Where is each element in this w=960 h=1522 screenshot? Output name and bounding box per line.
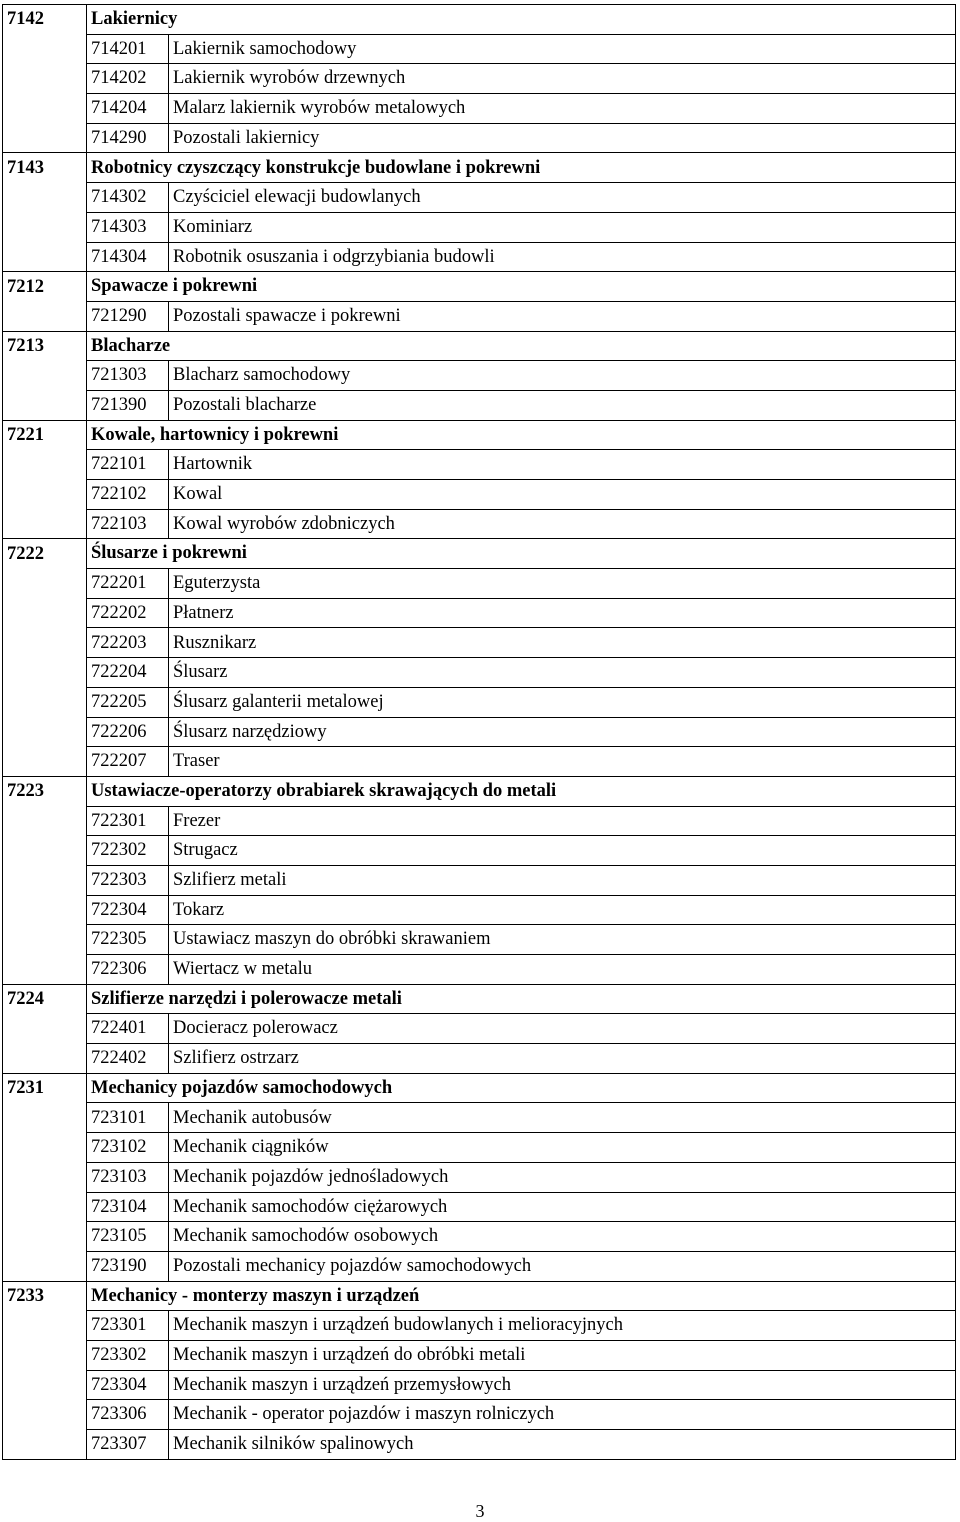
group-spacer-cell bbox=[3, 301, 87, 331]
group-row bbox=[3, 272, 956, 302]
occupation-row bbox=[3, 361, 956, 391]
occupation-code: 714201 bbox=[87, 34, 169, 64]
group-spacer-cell bbox=[3, 747, 87, 777]
occupation-row bbox=[3, 1400, 956, 1430]
occupation-code: 722401 bbox=[87, 1014, 169, 1044]
occupation-code: 723101 bbox=[87, 1103, 169, 1133]
occupation-code: 723102 bbox=[87, 1133, 169, 1163]
occupation-name: Mechanik maszyn i urządzeń do obróbki metali bbox=[169, 1340, 956, 1370]
occupation-name: Lakiernik wyrobów drzewnych bbox=[169, 64, 956, 94]
occupation-code: 723304 bbox=[87, 1370, 169, 1400]
occupation-name: Mechanik maszyn i urządzeń budowlanych i melioracyjnych bbox=[169, 1311, 956, 1341]
group-spacer-cell bbox=[3, 687, 87, 717]
group-spacer-cell bbox=[3, 94, 87, 124]
occupation-row bbox=[3, 390, 956, 420]
occupation-row bbox=[3, 717, 956, 747]
group-spacer-cell bbox=[3, 34, 87, 64]
occupation-code: 714290 bbox=[87, 123, 169, 153]
occupation-table bbox=[2, 4, 956, 1460]
occupation-name: Mechanik - operator pojazdów i maszyn rolniczych bbox=[169, 1400, 956, 1430]
group-spacer-cell bbox=[3, 64, 87, 94]
occupation-code: 722101 bbox=[87, 450, 169, 480]
group-code: 7142 bbox=[3, 5, 87, 35]
occupation-row bbox=[3, 1014, 956, 1044]
occupation-row bbox=[3, 1192, 956, 1222]
occupation-code: 722301 bbox=[87, 806, 169, 836]
occupation-name: Robotnik osuszania i odgrzybiania budowli bbox=[169, 242, 956, 272]
group-title: Ślusarze i pokrewni bbox=[87, 539, 956, 569]
group-spacer-cell bbox=[3, 717, 87, 747]
occupation-row bbox=[3, 450, 956, 480]
group-code: 7233 bbox=[3, 1281, 87, 1311]
occupation-row bbox=[3, 1103, 956, 1133]
group-title: Lakiernicy bbox=[87, 5, 956, 35]
occupation-code: 723105 bbox=[87, 1222, 169, 1252]
occupation-name: Pozostali blacharze bbox=[169, 390, 956, 420]
occupation-row bbox=[3, 1370, 956, 1400]
occupation-code: 722302 bbox=[87, 836, 169, 866]
occupation-name: Ustawiacz maszyn do obróbki skrawaniem bbox=[169, 925, 956, 955]
group-spacer-cell bbox=[3, 1162, 87, 1192]
occupation-row bbox=[3, 1311, 956, 1341]
group-row bbox=[3, 539, 956, 569]
occupation-code: 714202 bbox=[87, 64, 169, 94]
group-row bbox=[3, 331, 956, 361]
occupation-name: Traser bbox=[169, 747, 956, 777]
group-spacer-cell bbox=[3, 865, 87, 895]
occupation-row bbox=[3, 1044, 956, 1074]
occupation-code: 714302 bbox=[87, 183, 169, 213]
occupation-row bbox=[3, 34, 956, 64]
occupation-code: 714204 bbox=[87, 94, 169, 124]
group-row bbox=[3, 1281, 956, 1311]
occupation-name: Mechanik pojazdów jednośladowych bbox=[169, 1162, 956, 1192]
occupation-name: Mechanik samochodów ciężarowych bbox=[169, 1192, 956, 1222]
occupation-name: Mechanik autobusów bbox=[169, 1103, 956, 1133]
occupation-row bbox=[3, 658, 956, 688]
group-title: Mechanicy pojazdów samochodowych bbox=[87, 1073, 956, 1103]
group-title: Robotnicy czyszczący konstrukcje budowlane i pokrewni bbox=[87, 153, 956, 183]
occupation-row bbox=[3, 183, 956, 213]
group-code: 7212 bbox=[3, 272, 87, 302]
group-spacer-cell bbox=[3, 509, 87, 539]
occupation-row bbox=[3, 1340, 956, 1370]
occupation-code: 722402 bbox=[87, 1044, 169, 1074]
occupation-name: Pozostali mechanicy pojazdów samochodowych bbox=[169, 1251, 956, 1281]
occupation-row bbox=[3, 598, 956, 628]
occupation-row bbox=[3, 1222, 956, 1252]
occupation-code: 722202 bbox=[87, 598, 169, 628]
occupation-code: 714303 bbox=[87, 212, 169, 242]
group-spacer-cell bbox=[3, 1370, 87, 1400]
occupation-name: Kominiarz bbox=[169, 212, 956, 242]
occupation-code: 721390 bbox=[87, 390, 169, 420]
occupation-code: 722203 bbox=[87, 628, 169, 658]
group-spacer-cell bbox=[3, 598, 87, 628]
group-spacer-cell bbox=[3, 1222, 87, 1252]
occupation-code: 723104 bbox=[87, 1192, 169, 1222]
occupation-name: Docieracz polerowacz bbox=[169, 1014, 956, 1044]
group-title: Ustawiacze-operatorzy obrabiarek skrawających do metali bbox=[87, 776, 956, 806]
occupation-name: Wiertacz w metalu bbox=[169, 955, 956, 985]
occupation-name: Tokarz bbox=[169, 895, 956, 925]
occupation-row bbox=[3, 806, 956, 836]
occupation-code: 723103 bbox=[87, 1162, 169, 1192]
occupation-code: 723302 bbox=[87, 1340, 169, 1370]
group-code: 7231 bbox=[3, 1073, 87, 1103]
group-spacer-cell bbox=[3, 1340, 87, 1370]
group-code: 7213 bbox=[3, 331, 87, 361]
group-row bbox=[3, 984, 956, 1014]
group-title: Kowale, hartownicy i pokrewni bbox=[87, 420, 956, 450]
group-spacer-cell bbox=[3, 183, 87, 213]
occupation-code: 722305 bbox=[87, 925, 169, 955]
group-code: 7224 bbox=[3, 984, 87, 1014]
occupation-name: Szlifierz ostrzarz bbox=[169, 1044, 956, 1074]
occupation-row bbox=[3, 687, 956, 717]
group-spacer-cell bbox=[3, 123, 87, 153]
group-spacer-cell bbox=[3, 628, 87, 658]
occupation-name: Ślusarz bbox=[169, 658, 956, 688]
occupation-name: Mechanik ciągników bbox=[169, 1133, 956, 1163]
occupation-row bbox=[3, 955, 956, 985]
occupation-code: 723307 bbox=[87, 1430, 169, 1460]
group-row bbox=[3, 5, 956, 35]
occupation-name: Pozostali lakiernicy bbox=[169, 123, 956, 153]
occupation-row bbox=[3, 64, 956, 94]
group-title: Mechanicy - monterzy maszyn i urządzeń bbox=[87, 1281, 956, 1311]
occupation-name: Czyściciel elewacji budowlanych bbox=[169, 183, 956, 213]
page-number: 3 bbox=[475, 1501, 485, 1521]
occupation-code: 723301 bbox=[87, 1311, 169, 1341]
occupation-row bbox=[3, 925, 956, 955]
occupation-code: 722303 bbox=[87, 865, 169, 895]
occupation-code: 721290 bbox=[87, 301, 169, 331]
group-spacer-cell bbox=[3, 1251, 87, 1281]
group-row bbox=[3, 420, 956, 450]
occupation-row bbox=[3, 895, 956, 925]
group-spacer-cell bbox=[3, 1311, 87, 1341]
group-spacer-cell bbox=[3, 895, 87, 925]
occupation-name: Strugacz bbox=[169, 836, 956, 866]
group-code: 7222 bbox=[3, 539, 87, 569]
group-spacer-cell bbox=[3, 1014, 87, 1044]
group-spacer-cell bbox=[3, 1400, 87, 1430]
occupation-name: Frezer bbox=[169, 806, 956, 836]
occupation-code: 722306 bbox=[87, 955, 169, 985]
occupation-row bbox=[3, 123, 956, 153]
occupation-code: 722204 bbox=[87, 658, 169, 688]
group-spacer-cell bbox=[3, 212, 87, 242]
occupation-name: Blacharz samochodowy bbox=[169, 361, 956, 391]
group-spacer-cell bbox=[3, 450, 87, 480]
occupation-row bbox=[3, 1162, 956, 1192]
occupation-code: 722304 bbox=[87, 895, 169, 925]
group-spacer-cell bbox=[3, 1192, 87, 1222]
occupation-table-body bbox=[3, 5, 956, 1460]
occupation-name: Ślusarz narzędziowy bbox=[169, 717, 956, 747]
group-spacer-cell bbox=[3, 836, 87, 866]
group-spacer-cell bbox=[3, 390, 87, 420]
occupation-row bbox=[3, 628, 956, 658]
occupation-code: 723190 bbox=[87, 1251, 169, 1281]
occupation-row bbox=[3, 301, 956, 331]
group-spacer-cell bbox=[3, 361, 87, 391]
occupation-name: Malarz lakiernik wyrobów metalowych bbox=[169, 94, 956, 124]
occupation-row bbox=[3, 242, 956, 272]
occupation-name: Szlifierz metali bbox=[169, 865, 956, 895]
occupation-name: Lakiernik samochodowy bbox=[169, 34, 956, 64]
group-spacer-cell bbox=[3, 569, 87, 599]
occupation-name: Kowal wyrobów zdobniczych bbox=[169, 509, 956, 539]
occupation-code: 722103 bbox=[87, 509, 169, 539]
group-spacer-cell bbox=[3, 658, 87, 688]
group-title: Szlifierze narzędzi i polerowacze metali bbox=[87, 984, 956, 1014]
group-spacer-cell bbox=[3, 1133, 87, 1163]
group-spacer-cell bbox=[3, 480, 87, 510]
occupation-code: 721303 bbox=[87, 361, 169, 391]
occupation-name: Mechanik silników spalinowych bbox=[169, 1430, 956, 1460]
occupation-name: Rusznikarz bbox=[169, 628, 956, 658]
group-title: Spawacze i pokrewni bbox=[87, 272, 956, 302]
group-code: 7143 bbox=[3, 153, 87, 183]
occupation-row bbox=[3, 480, 956, 510]
occupation-row bbox=[3, 1251, 956, 1281]
occupation-name: Kowal bbox=[169, 480, 956, 510]
group-spacer-cell bbox=[3, 1103, 87, 1133]
occupation-code: 722207 bbox=[87, 747, 169, 777]
occupation-name: Mechanik maszyn i urządzeń przemysłowych bbox=[169, 1370, 956, 1400]
occupation-code: 714304 bbox=[87, 242, 169, 272]
occupation-row bbox=[3, 747, 956, 777]
occupation-name: Mechanik samochodów osobowych bbox=[169, 1222, 956, 1252]
group-spacer-cell bbox=[3, 806, 87, 836]
group-spacer-cell bbox=[3, 1430, 87, 1460]
occupation-row bbox=[3, 836, 956, 866]
group-row bbox=[3, 1073, 956, 1103]
occupation-name: Ślusarz galanterii metalowej bbox=[169, 687, 956, 717]
occupation-name: Płatnerz bbox=[169, 598, 956, 628]
group-spacer-cell bbox=[3, 955, 87, 985]
occupation-code: 722205 bbox=[87, 687, 169, 717]
occupation-row bbox=[3, 1133, 956, 1163]
group-row bbox=[3, 776, 956, 806]
occupation-code: 722206 bbox=[87, 717, 169, 747]
group-row bbox=[3, 153, 956, 183]
occupation-row bbox=[3, 509, 956, 539]
occupation-name: Hartownik bbox=[169, 450, 956, 480]
occupation-row bbox=[3, 865, 956, 895]
group-code: 7221 bbox=[3, 420, 87, 450]
occupation-row bbox=[3, 94, 956, 124]
occupation-code: 722201 bbox=[87, 569, 169, 599]
group-title: Blacharze bbox=[87, 331, 956, 361]
occupation-row bbox=[3, 212, 956, 242]
occupation-row bbox=[3, 1430, 956, 1460]
group-spacer-cell bbox=[3, 242, 87, 272]
occupation-name: Pozostali spawacze i pokrewni bbox=[169, 301, 956, 331]
occupation-code: 723306 bbox=[87, 1400, 169, 1430]
group-code: 7223 bbox=[3, 776, 87, 806]
group-spacer-cell bbox=[3, 1044, 87, 1074]
occupation-code: 722102 bbox=[87, 480, 169, 510]
occupation-name: Eguterzysta bbox=[169, 569, 956, 599]
occupation-row bbox=[3, 569, 956, 599]
group-spacer-cell bbox=[3, 925, 87, 955]
